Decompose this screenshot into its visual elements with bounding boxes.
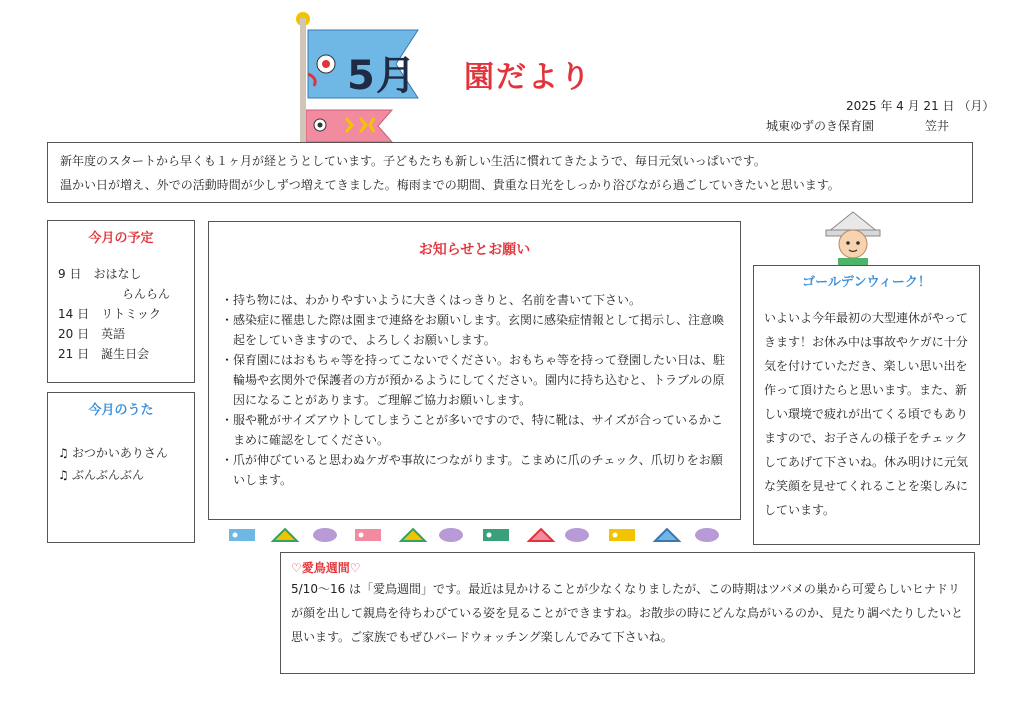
song-title: ぶんぶんぶん xyxy=(72,468,145,482)
bird-week-heading: ♡愛鳥週間♡ xyxy=(291,561,361,575)
intro-line: 温かい日が増え、外での活動時間が少しずつ増えてきました。梅雨までの期間、貴重な日光をしっかり浴びながら過ごしていきたいと思います。 xyxy=(60,178,840,192)
school-name: 城東ゆずのき保育園 xyxy=(766,119,875,133)
song-title: おつかいありさん xyxy=(72,446,168,460)
monthly-schedule-box xyxy=(47,220,195,383)
month-label: 5月 xyxy=(347,53,417,99)
decorative-border-icon xyxy=(225,524,745,546)
golden-week-heading: ゴールデンウィーク！ xyxy=(802,275,931,290)
schedule-item: 20 日 英語 xyxy=(58,327,126,341)
notice-item: ・感染症に罹患した際は園まで連絡をお願いします。玄関に感染症情報として掲示し、注意喚起をしていきますので、よろしくお願いします。 xyxy=(221,313,725,347)
golden-week-box xyxy=(753,265,980,545)
boy-helmet-icon xyxy=(820,210,886,268)
monthly-songs-box xyxy=(47,392,195,543)
notice-item: ・保育園にはおもちゃ等を持ってこないでください。おもちゃ等を持って登園したい日は、駐輪場や玄関外で保護者の方が預かるようにしてください。園内に持ち込むと、トラブルの原因になることがあります。ご理解ご協力お願いします。 xyxy=(221,353,726,407)
music-note-icon: ♫ xyxy=(58,446,69,460)
notices-box xyxy=(208,221,741,520)
schedule-item: 9 日 おはなし xyxy=(58,267,142,281)
golden-week-body: いよいよ今年最初の大型連休がやってきます！お休み中は事故やケガに十分気を付けていただき、楽しい思い出を作って頂けたらと思います。また、新しい環境で疲れが出てくる頃でもありますので、お子さんの様子をチェックしてあげて下さいね。休み明けに元気な笑顔を見せてくれることを楽しみにしています。 xyxy=(764,311,969,517)
notices-heading: お知らせとお願い xyxy=(418,242,531,258)
song-item xyxy=(58,464,184,486)
intro-box xyxy=(47,142,973,203)
bird-week-body: 5/10～16 は「愛鳥週間」です。最近は見かけることが少なくなりましたが、この時期はツバメの巣から可愛らしいヒナドリが顔を出して親鳥を待ちわびている姿を見ることができますね。お散歩の時にどんな鳥がいるのか、見たり調べたりしたいと思います。ご家族でもぜひバードウォッチング楽しんでみて下さいね。 xyxy=(291,582,964,644)
music-note-icon: ♫ xyxy=(58,468,69,482)
notice-item: ・持ち物には、わかりやすいように大きくはっきりと、名前を書いて下さい。 xyxy=(221,293,642,307)
songs-heading: 今月のうた xyxy=(88,403,154,418)
schedule-item: 14 日 リトミック xyxy=(58,307,161,321)
schedule-item: 21 日 誕生日会 xyxy=(58,347,150,361)
author-name: 笠井 xyxy=(925,119,950,133)
page-title: 園だより xyxy=(464,60,592,95)
schedule-item: らんらん xyxy=(122,287,171,301)
bird-week-box xyxy=(280,552,975,674)
schedule-heading: 今月の予定 xyxy=(88,231,154,246)
notice-item: ・服や靴がサイズアウトしてしまうことが多いですので、特に靴は、サイズが合っているかこまめに確認をしてください。 xyxy=(221,413,723,447)
notice-item: ・爪が伸びていると思わぬケガや事故につながります。こまめに爪のチェック、爪切りをお願いします。 xyxy=(221,453,723,487)
song-item xyxy=(58,442,184,464)
issue-date: 2025 年 4 月 21 日 （月） xyxy=(846,99,995,113)
intro-line: 新年度のスタートから早くも１ヶ月が経とうとしています。子どもたちも新しい生活に慣れてきたようで、毎日元気いっぱいです。 xyxy=(60,154,766,168)
